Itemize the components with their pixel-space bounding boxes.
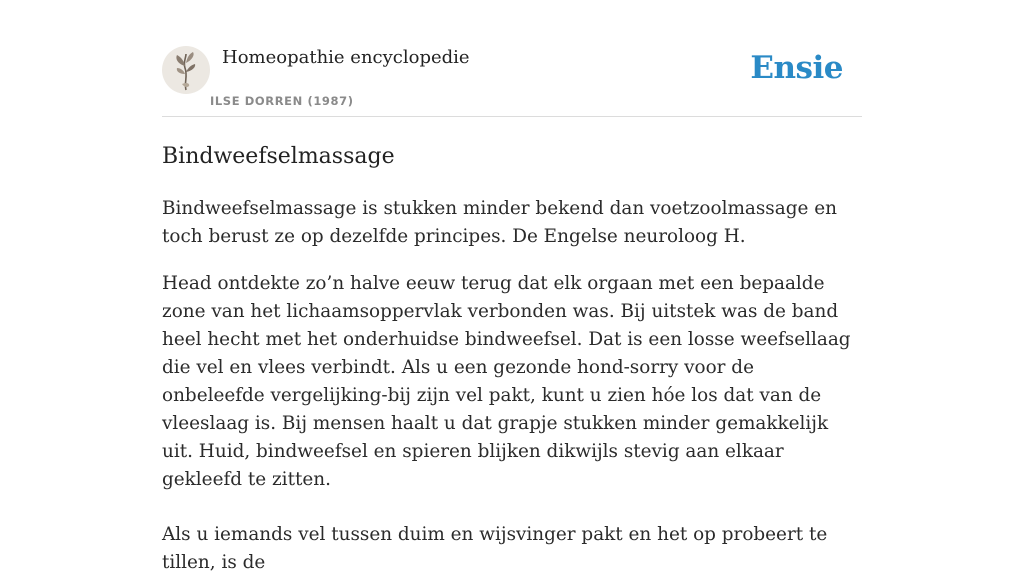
paragraph-2: Head ontdekte zo’n halve eeuw terug dat elk orgaan met een bepaalde zone van het lichaamsoppervlak verbonden was. Bij uitstek was de band heel hecht met het onderhuidse bindweefsel. Dat is een losse weefsellaag die vel en vlees verbindt. Als u een gezonde hond-sorry voor de onbeleefde vergelijking-bij zijn vel pakt, kunt u zien hóe los dat van de vleeslaag is. Bij mensen haalt u dat grapje stukken minder gemakkelijk uit. Huid, bindweefsel en spieren blijken dikwijls stevig aan elkaar gekleefd te zitten. — [162, 273, 851, 490]
paragraph-1: Bindweefselmassage is stukken minder bekend dan voetzoolmassage en toch berust ze op dezelfde principes. De Engelse neuroloog H. — [162, 198, 837, 247]
brand-logo[interactable]: Ensie — [750, 50, 843, 86]
author-name[interactable]: ILSE DORREN (1987) — [210, 94, 354, 108]
page-content — [162, 0, 862, 577]
entry-header — [162, 0, 862, 117]
entry-title: Bindweefselmassage — [162, 144, 395, 169]
paragraph-3: Als u iemands vel tussen duim en wijsvinger pakt en het op probeert te tillen, is de — [162, 524, 828, 573]
herb-plant-icon[interactable] — [162, 46, 210, 94]
book-title[interactable]: Homeopathie encyclopedie — [222, 47, 470, 68]
